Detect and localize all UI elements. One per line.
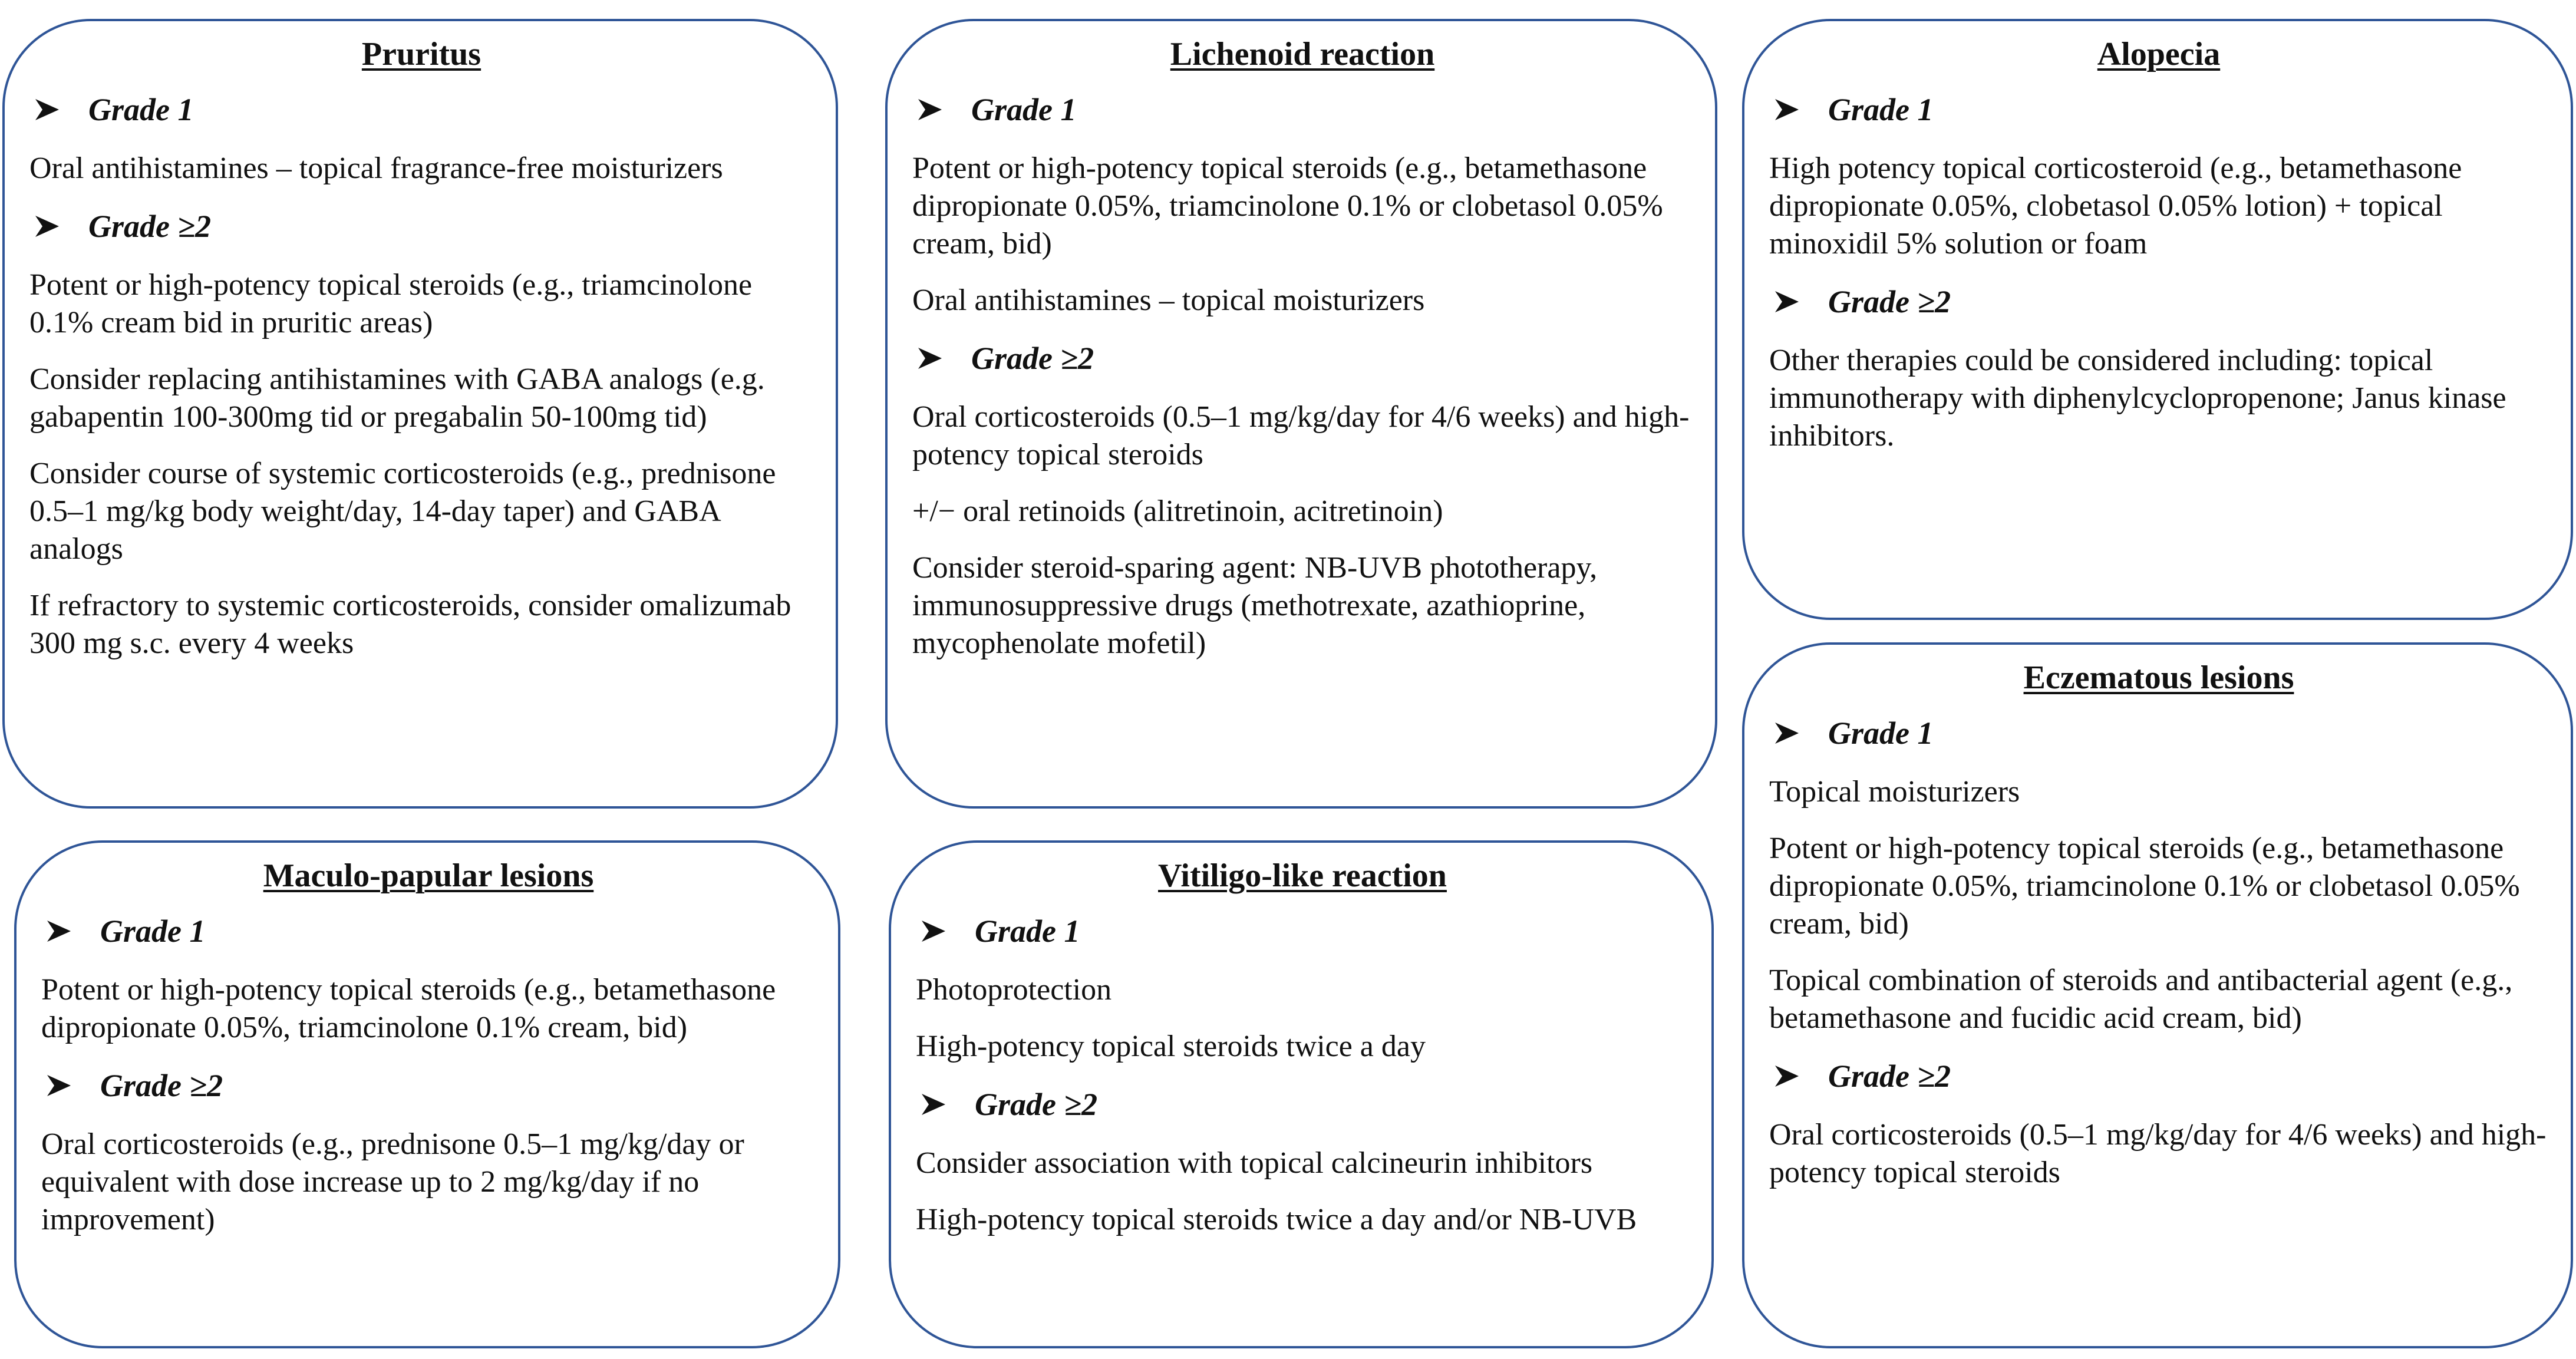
grade-1-label: Grade 1 (971, 92, 1077, 127)
grade-1-heading (1769, 90, 2548, 130)
grade-2-label: Grade ≥2 (971, 341, 1094, 376)
grade-1-label: Grade 1 (975, 913, 1080, 949)
grade-2-heading (1769, 282, 2548, 322)
card-title: Vitiligo-like reaction (1158, 857, 1447, 894)
card-eczematous-lesions (1742, 642, 2573, 1348)
grade-1-heading (41, 911, 816, 951)
treatment-text: Potent or high-potency topical steroids (e.g., betamethasone dipropionate 0.05%, triamcinolone 0.1% or clobetasol 0.05% cream, bid) (1769, 832, 2520, 941)
treatment-text: Potent or high-potency topical steroids (e.g., triamcinolone 0.1% cream bid in pruritic areas) (29, 268, 753, 339)
grade-2-heading (41, 1066, 816, 1106)
card-pruritus (2, 19, 838, 809)
arrowhead-bullet-icon (1773, 719, 1801, 747)
treatment-text: Oral corticosteroids (e.g., prednisone 0.5–1 mg/kg/day or equivalent with dose increase up to 2 mg/kg/day if no improvement) (41, 1127, 744, 1236)
treatment-text: If refractory to systemic corticosteroids, consider omalizumab 300 mg s.c. every 4 weeks (29, 589, 791, 660)
grade-1-heading (912, 90, 1693, 130)
grade-2-label: Grade ≥2 (1828, 1058, 1951, 1094)
card-alopecia (1742, 19, 2573, 620)
treatment-text: Potent or high-potency topical steroids (e.g., betamethasone dipropionate 0.05%, triamcinolone 0.1% cream, bid) (41, 973, 776, 1044)
arrowhead-bullet-icon (1773, 288, 1801, 316)
treatment-text: Consider replacing antihistamines with GABA analogs (e.g. gabapentin 100-300mg tid or pregabalin 50-100mg tid) (29, 362, 765, 434)
card-vitiligo-like-reaction (889, 840, 1714, 1348)
grade-2-heading (916, 1084, 1689, 1124)
grade-2-label: Grade ≥2 (100, 1068, 223, 1103)
treatment-text: Consider course of systemic corticosteroids (e.g., prednisone 0.5–1 mg/kg body weight/day, 14-day taper) and GABA analogs (29, 457, 776, 566)
treatment-text: Oral antihistamines – topical fragrance-free moisturizers (29, 151, 723, 185)
arrowhead-bullet-icon (33, 95, 61, 124)
card-title: Lichenoid reaction (1170, 36, 1435, 72)
treatment-text: Photoprotection (916, 973, 1112, 1007)
grade-1-heading (29, 90, 813, 130)
treatment-text: High potency topical corticosteroid (e.g., betamethasone dipropionate 0.05%, clobetasol 0.05% lotion) + topical minoxidil 5% solution or foam (1769, 151, 2462, 260)
treatment-text: High-potency topical steroids twice a day and/or NB-UVB (916, 1203, 1637, 1236)
grade-1-heading (1769, 713, 2548, 753)
treatment-text: Oral corticosteroids (0.5–1 mg/kg/day for 4/6 weeks) and high-potency topical steroids (1769, 1118, 2547, 1189)
arrowhead-bullet-icon (1773, 1062, 1801, 1090)
treatment-text: Topical combination of steroids and antibacterial agent (e.g., betamethasone and fucidic acid cream, bid) (1769, 964, 2513, 1035)
grade-2-label: Grade ≥2 (88, 209, 212, 244)
card-lichenoid-reaction (885, 19, 1717, 809)
grade-1-heading (916, 911, 1689, 951)
card-title: Maculo-papular lesions (263, 857, 594, 894)
treatment-text: Oral corticosteroids (0.5–1 mg/kg/day for 4/6 weeks) and high-potency topical steroids (912, 400, 1690, 471)
grade-1-label: Grade 1 (88, 92, 194, 127)
grade-1-label: Grade 1 (100, 913, 206, 949)
grade-1-label: Grade 1 (1828, 715, 1934, 751)
card-title: Alopecia (2097, 36, 2221, 72)
arrowhead-bullet-icon (919, 917, 948, 945)
treatment-text: High-potency topical steroids twice a day (916, 1030, 1426, 1063)
card-maculo-papular-lesions (14, 840, 840, 1348)
arrowhead-bullet-icon (919, 1090, 948, 1119)
arrowhead-bullet-icon (916, 95, 944, 124)
grade-2-heading (1769, 1056, 2548, 1096)
treatment-text: Other therapies could be considered including: topical immunotherapy with diphenylcyclopropenone; Janus kinase inhibitors. (1769, 344, 2506, 453)
treatment-text: +/− oral retinoids (alitretinoin, acitretinoin) (912, 494, 1443, 528)
card-title: Pruritus (361, 36, 481, 72)
arrowhead-bullet-icon (45, 917, 73, 945)
arrowhead-bullet-icon (1773, 95, 1801, 124)
treatment-text: Consider steroid-sparing agent: NB-UVB phototherapy, immunosuppressive drugs (methotrexate, azathioprine, mycophenolate mofetil) (912, 551, 1598, 660)
arrowhead-bullet-icon (916, 344, 944, 372)
arrowhead-bullet-icon (45, 1071, 73, 1100)
grade-2-label: Grade ≥2 (975, 1087, 1098, 1122)
grade-2-heading (912, 338, 1693, 378)
grade-2-heading (29, 206, 813, 246)
treatment-text: Potent or high-potency topical steroids (e.g., betamethasone dipropionate 0.05%, triamcinolone 0.1% or clobetasol 0.05% cream, bid) (912, 151, 1663, 260)
treatment-text: Consider association with topical calcineurin inhibitors (916, 1146, 1593, 1180)
card-title: Eczematous lesions (2023, 659, 2294, 696)
arrowhead-bullet-icon (33, 212, 61, 240)
treatment-text: Oral antihistamines – topical moisturizers (912, 283, 1425, 317)
grade-2-label: Grade ≥2 (1828, 284, 1951, 319)
grade-1-label: Grade 1 (1828, 92, 1934, 127)
treatment-text: Topical moisturizers (1769, 775, 2020, 809)
